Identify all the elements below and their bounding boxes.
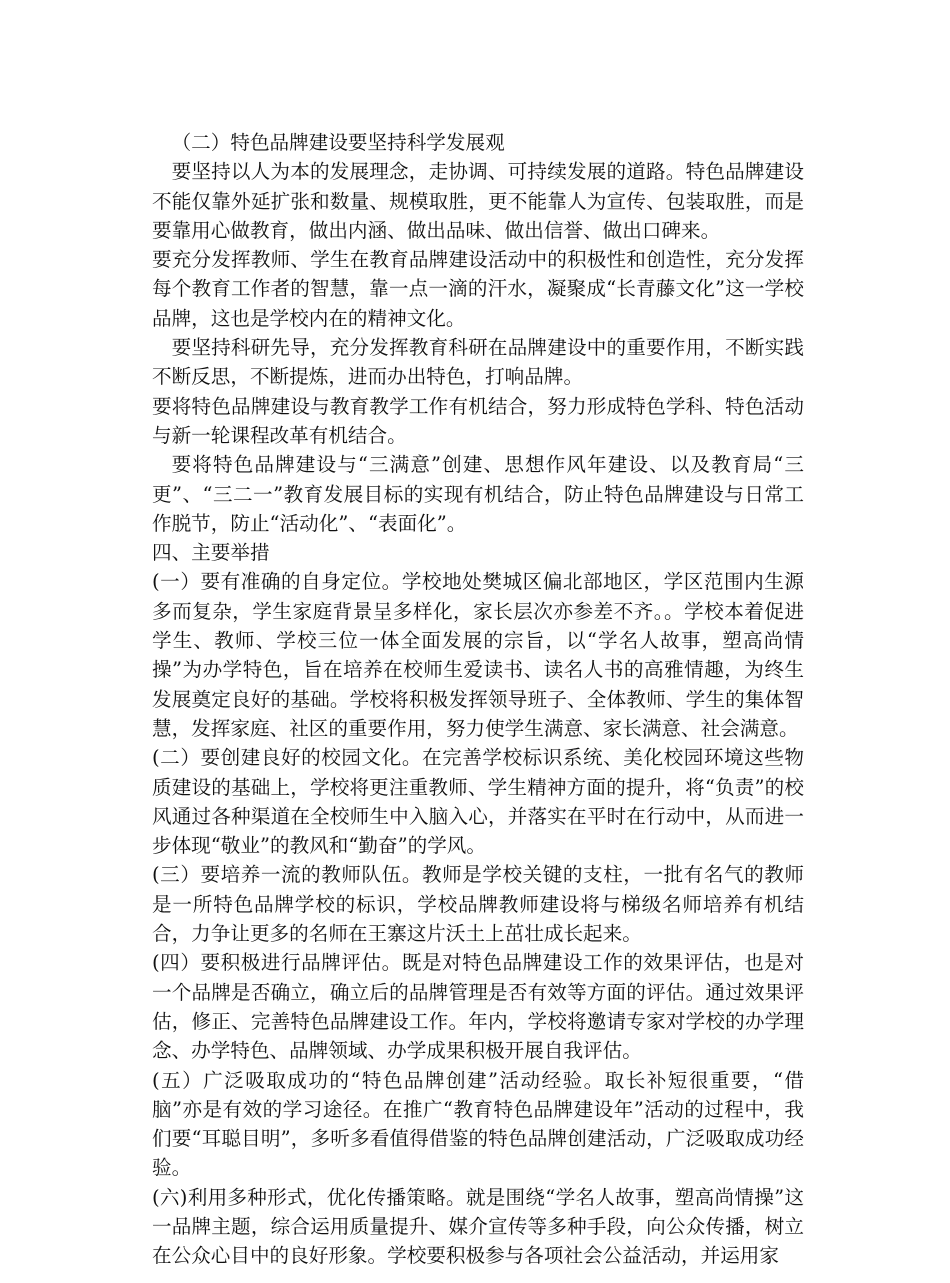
paragraph: 要将特色品牌建设与教育教学工作有机结合，努力形成特色学科、特色活动与新一轮课程改革有机结合。 xyxy=(152,394,804,447)
document-page xyxy=(152,128,804,1271)
paragraph: 要充分发挥教师、学生在教育品牌建设活动中的积极性和创造性，充分发挥每个教育工作者的智慧，靠一点一滴的汗水，凝聚成“长青藤文化”这一学校品牌，这也是学校内在的精神文化。 xyxy=(152,248,804,330)
paragraph: 要坚持以人为本的发展理念，走协调、可持续发展的道路。特色品牌建设不能仅靠外延扩张和数量、规模取胜，更不能靠人为宣传、包装取胜，而是要靠用心做教育，做出内涵、做出品味、做出信誉、做出口碑来。 xyxy=(152,160,804,242)
paragraph: 要坚持科研先导，充分发挥教育科研在品牌建设中的重要作用，不断实践不断反思，不断提炼，进而办出特色，打响品牌。 xyxy=(152,336,804,389)
paragraph: (二）要创建良好的校园文化。在完善学校标识系统、美化校园环境这些物质建设的基础上，学校将更注重教师、学生精神方面的提升，将“负责”的校风通过各种渠道在全校师生中入脑入心，并落实在平时在行动中，从而进一步体现“敬业”的教风和“勤奋”的学风。 xyxy=(152,746,804,858)
section-heading: 四、主要举措 xyxy=(152,541,270,565)
paragraph: (六)利用多种形式，优化传播策略。就是围绕“学名人故事，塑高尚情操”这一品牌主题，综合运用质量提升、媒介宣传等多种手段，向公众传播，树立在公众心目中的良好形象。学校要积极参与各项社会公益活动，并运用家 xyxy=(152,1185,804,1268)
paragraph: 要将特色品牌建设与“三满意”创建、思想作风年建设、以及教育局“三更”、“三二一”教育发展目标的实现有机结合，防止特色品牌建设与日常工作脱节，防止“活动化”、“表面化”。 xyxy=(152,453,804,535)
paragraph: (一）要有准确的自身定位。学校地处樊城区偏北部地区，学区范围内生源多而复杂，学生家庭背景呈多样化，家长层次亦参差不齐。。学校本着促进学生、教师、学校三位一体全面发展的宗旨，以“学名人故事，塑高尚情操”为办学特色，旨在培养在校师生爱读书、读名人书的高雅情趣，为终生发展奠定良好的基础。学校将积极发挥领导班子、全体教师、学生的集体智慧，发挥家庭、社区的重要作用，努力使学生满意、家长满意、社会满意。 xyxy=(152,570,804,740)
paragraph: (四）要积极进行品牌评估。既是对特色品牌建设工作的效果评估，也是对一个品牌是否确立，确立后的品牌管理是否有效等方面的评估。通过效果评估，修正、完善特色品牌建设工作。年内，学校将邀请专家对学校的办学理念、办学特色、品牌领域、办学成果积极开展自我评估。 xyxy=(152,951,804,1063)
paragraph: (五）广泛吸取成功的“特色品牌创建”活动经验。取长补短很重要，“借脑”亦是有效的学习途径。在推广“教育特色品牌建设年”活动的过程中，我们要“耳聪目明”，多听多看值得借鉴的特色品牌创建活动，广泛吸取成功经验。 xyxy=(152,1068,804,1180)
section-heading: （二）特色品牌建设要坚持科学发展观 xyxy=(171,131,505,154)
paragraph: (三）要培养一流的教师队伍。教师是学校关键的支柱，一批有名气的教师是一所特色品牌学校的标识，学校品牌教师建设将与梯级名师培养有机结合，力争让更多的名师在王寨这片沃土上茁壮成长起来。 xyxy=(152,863,804,946)
